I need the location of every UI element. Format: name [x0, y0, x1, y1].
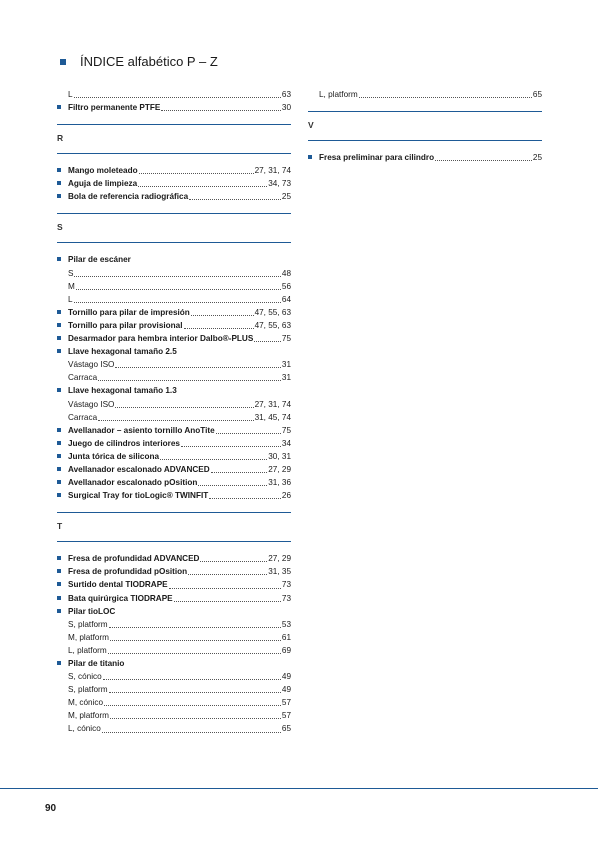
index-entry-pages: 30, 31	[268, 451, 291, 461]
index-entry-label: Filtro permanente PTFE	[68, 103, 161, 113]
index-entry-label: Pilar de titanio	[68, 659, 125, 668]
section-letter: S	[57, 222, 63, 233]
index-entry-label: L, cónico	[68, 724, 101, 734]
index-entry-label: Fresa de profundidad ADVANCED	[68, 554, 200, 564]
dot-leader	[216, 433, 281, 434]
bullet-square-icon	[57, 441, 61, 445]
section-header	[57, 213, 291, 243]
index-entry-label: Carraca	[68, 412, 98, 422]
dot-leader	[110, 640, 281, 641]
bullet-square-icon	[57, 596, 61, 600]
index-entry-pages: 53	[281, 619, 291, 629]
bullet-square-icon	[57, 194, 61, 198]
dot-leader	[188, 574, 267, 575]
dot-leader	[109, 692, 281, 693]
index-entry	[57, 177, 291, 190]
index-entry	[57, 253, 291, 266]
dot-leader	[184, 328, 254, 329]
index-entry-label: Carraca	[68, 373, 98, 383]
dot-leader	[191, 315, 254, 316]
index-entry	[308, 88, 542, 101]
index-entry-label: M	[68, 281, 75, 291]
index-entry-label: Bata quirúrgica TIODRAPE	[68, 593, 173, 603]
bullet-square-icon	[57, 569, 61, 573]
index-entry-label: Pilar de escáner	[68, 255, 131, 265]
index-entry	[57, 88, 291, 101]
index-entry-pages: 34	[281, 438, 291, 448]
index-entry-label: Vástago ISO	[68, 360, 115, 370]
dot-leader	[74, 276, 280, 277]
dot-leader	[161, 110, 281, 111]
index-entry	[57, 644, 291, 657]
dot-leader	[138, 186, 267, 187]
index-entry-pages: 31, 35	[268, 567, 291, 577]
bullet-square-icon	[308, 155, 312, 159]
index-entry-pages: 47, 55, 63	[254, 307, 291, 317]
index-entry-pages: 49	[281, 685, 291, 695]
index-entry-pages: 27, 31, 74	[254, 166, 291, 176]
dot-leader	[104, 705, 281, 706]
bullet-square-icon	[57, 493, 61, 497]
dot-leader	[102, 732, 281, 733]
bullet-square-icon	[57, 582, 61, 586]
bullet-square-icon	[57, 310, 61, 314]
index-entry-pages: 31, 36	[268, 478, 291, 488]
index-entry-label: Surtido dental TIODRAPE	[68, 580, 168, 590]
index-entry	[57, 683, 291, 696]
dot-leader	[435, 160, 532, 161]
index-entry-label: Surgical Tray for tioLogic® TWINFIT	[68, 491, 209, 501]
index-entry-pages: 61	[281, 632, 291, 642]
dot-leader	[359, 97, 532, 98]
bullet-square-icon	[57, 181, 61, 185]
dot-leader	[200, 561, 267, 562]
index-entry	[57, 306, 291, 319]
index-entry-pages: 65	[281, 724, 291, 734]
section-letter: V	[308, 120, 314, 131]
index-entry-label: Avellanador escalonado ADVANCED	[68, 464, 210, 474]
dot-leader	[139, 173, 254, 174]
page-number: 90	[45, 803, 57, 814]
section-letter: T	[57, 521, 63, 532]
dot-leader	[109, 627, 281, 628]
index-entry	[57, 319, 291, 332]
index-entry	[57, 424, 291, 437]
dot-leader	[115, 407, 253, 408]
index-entry	[57, 722, 291, 735]
index-entry-label: Aguja de limpieza	[68, 179, 138, 189]
bullet-square-icon	[57, 480, 61, 484]
bullet-square-icon	[57, 388, 61, 392]
index-entry-label: S, platform	[68, 685, 108, 695]
footer-divider	[0, 788, 598, 789]
index-entry	[57, 358, 291, 371]
index-entry-pages: 64	[281, 294, 291, 304]
index-entry-label: S, platform	[68, 619, 108, 629]
page-title	[60, 54, 218, 69]
index-entry	[57, 670, 291, 683]
index-entry-label: Tornillo para pilar de impresión	[68, 307, 190, 317]
dot-leader	[169, 588, 281, 589]
bullet-square-icon	[57, 467, 61, 471]
dot-leader	[198, 485, 267, 486]
index-entry	[57, 476, 291, 489]
index-entry	[57, 384, 291, 397]
dot-leader	[211, 472, 268, 473]
index-entry-label: Junta tórica de silicona	[68, 451, 159, 461]
index-column-right	[308, 88, 542, 164]
index-entry-label: S, cónico	[68, 672, 102, 682]
index-entry-pages: 73	[281, 593, 291, 603]
index-entry	[57, 101, 291, 114]
index-entry	[57, 592, 291, 605]
index-entry-pages: 48	[281, 268, 291, 278]
index-entry	[57, 371, 291, 384]
index-entry-label: Mango moleteado	[68, 166, 138, 176]
index-entry	[57, 267, 291, 280]
dot-leader	[115, 367, 280, 368]
section-header	[57, 124, 291, 154]
dot-leader	[174, 601, 281, 602]
index-entry-pages: 26	[281, 491, 291, 501]
index-entry-label: S	[68, 268, 74, 278]
index-entry	[57, 709, 291, 722]
index-entry	[57, 280, 291, 293]
index-entry-pages: 75	[281, 425, 291, 435]
section-header	[308, 111, 542, 141]
index-entry-label: Bola de referencia radiográfica	[68, 192, 189, 202]
index-entry-label: Pilar tioLOC	[68, 606, 116, 616]
index-entry	[57, 696, 291, 709]
index-entry-pages: 31, 45, 74	[254, 412, 291, 422]
index-entry	[57, 578, 291, 591]
index-entry-label: Llave hexagonal tamaño 2.5	[68, 347, 177, 357]
dot-leader	[209, 498, 281, 499]
index-entry	[308, 151, 542, 164]
index-entry-label: L	[68, 90, 73, 99]
index-entry-pages: 57	[281, 711, 291, 721]
index-entry-label: L	[68, 294, 73, 304]
index-entry-label: Fresa de profundidad pOsition	[68, 567, 188, 577]
index-entry-label: L, platform	[68, 645, 107, 655]
index-entry	[57, 463, 291, 476]
dot-leader	[254, 341, 281, 342]
index-entry-pages: 25	[532, 153, 542, 163]
section-header	[57, 512, 291, 542]
index-entry-pages: 75	[281, 334, 291, 344]
dot-leader	[76, 289, 281, 290]
index-entry-label: Fresa preliminar para cilindro	[319, 153, 435, 163]
index-entry	[57, 437, 291, 450]
bullet-square-icon	[57, 556, 61, 560]
dot-leader	[181, 446, 281, 447]
index-entry-pages: 30	[281, 103, 291, 113]
index-entry-pages: 27, 29	[268, 554, 291, 564]
bullet-square-icon	[57, 428, 61, 432]
index-entry-label: L, platform	[319, 90, 358, 99]
dot-leader	[103, 679, 281, 680]
index-entry	[57, 190, 291, 203]
index-entry-pages: 27, 29	[268, 464, 291, 474]
index-entry	[57, 618, 291, 631]
bullet-square-icon	[57, 609, 61, 613]
index-entry-pages: 69	[281, 645, 291, 655]
bullet-square-icon	[57, 349, 61, 353]
bullet-square-icon	[57, 323, 61, 327]
dot-leader	[108, 653, 281, 654]
index-entry	[57, 345, 291, 358]
index-entry-label: Avellanador escalonado pOsition	[68, 478, 198, 488]
index-entry	[57, 657, 291, 670]
index-entry-label: M, cónico	[68, 698, 104, 708]
index-entry	[57, 631, 291, 644]
index-entry-pages: 63	[281, 90, 291, 99]
dot-leader	[160, 459, 267, 460]
bullet-square-icon	[57, 105, 61, 109]
index-entry-label: Juego de cilindros interiores	[68, 438, 180, 448]
dot-leader	[189, 199, 281, 200]
index-entry	[57, 398, 291, 411]
bullet-square-icon	[57, 454, 61, 458]
bullet-square-icon	[57, 336, 61, 340]
dot-leader	[74, 302, 281, 303]
index-entry-pages: 56	[281, 281, 291, 291]
bullet-square-icon	[57, 257, 61, 261]
index-entry-label: Desarmador para hembra interior Dalbo®-PLUS	[68, 334, 254, 344]
index-entry	[57, 552, 291, 565]
bullet-square-icon	[57, 661, 61, 665]
index-entry	[57, 332, 291, 345]
index-entry	[57, 293, 291, 306]
index-entry	[57, 605, 291, 618]
index-entry-pages: 25	[281, 192, 291, 202]
dot-leader	[110, 718, 281, 719]
index-entry	[57, 164, 291, 177]
index-entry-label: M, platform	[68, 632, 109, 642]
index-entry-label: Vástago ISO	[68, 399, 115, 409]
section-letter: R	[57, 133, 64, 144]
dot-leader	[98, 420, 253, 421]
index-entry	[57, 411, 291, 424]
page-title-text: ÍNDICE alfabético P – Z	[80, 54, 218, 69]
index-entry-label: Avellanador – asiento tornillo AnoTite	[68, 425, 215, 435]
index-entry-label: Tornillo para pilar provisional	[68, 320, 183, 330]
index-entry	[57, 565, 291, 578]
index-entry	[57, 489, 291, 502]
index-entry-label: Llave hexagonal tamaño 1.3	[68, 386, 177, 396]
title-square-icon	[60, 59, 66, 65]
index-entry-pages: 49	[281, 672, 291, 682]
index-entry-pages: 34, 73	[268, 179, 291, 189]
index-entry-pages: 31	[281, 373, 291, 383]
index-column-left	[57, 88, 291, 736]
index-entry-pages: 73	[281, 580, 291, 590]
index-entry-pages: 65	[532, 90, 542, 99]
dot-leader	[98, 380, 281, 381]
index-entry-pages: 47, 55, 63	[254, 320, 291, 330]
bullet-square-icon	[57, 168, 61, 172]
index-entry-pages: 57	[281, 698, 291, 708]
index-entry	[57, 450, 291, 463]
index-entry-pages: 31	[281, 360, 291, 370]
index-entry-label: M, platform	[68, 711, 109, 721]
index-entry-pages: 27, 31, 74	[254, 399, 291, 409]
dot-leader	[74, 97, 281, 98]
